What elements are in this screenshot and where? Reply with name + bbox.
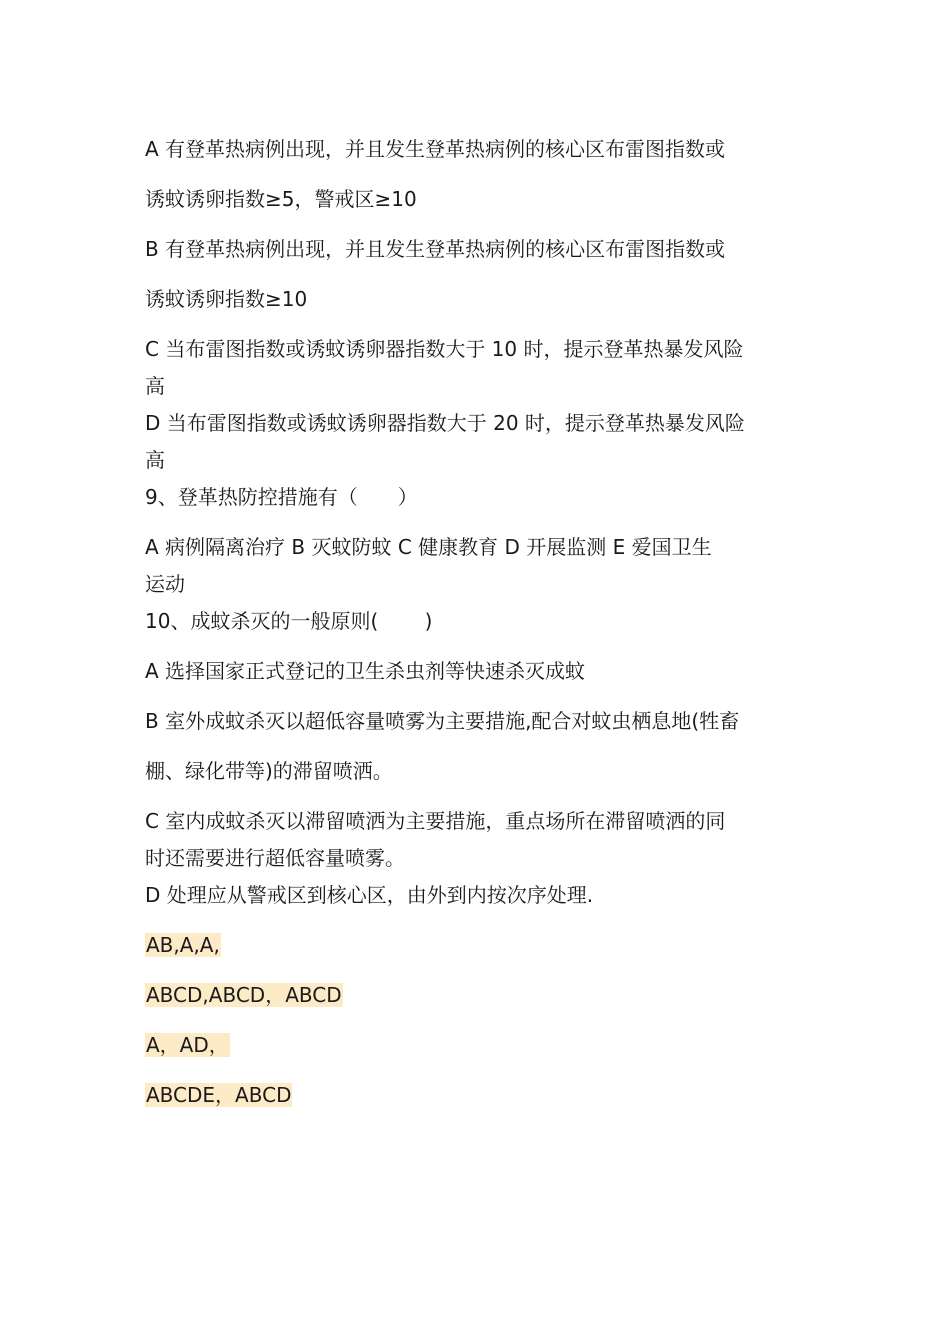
answer-line-3: [145, 1032, 230, 1058]
answer-line-4: [145, 1082, 292, 1108]
q8-option-a-line1: A 有登革热病例出现，并且发生登革热病例的核心区布雷图指数或: [145, 137, 726, 161]
q10-option-b-line2: 棚、绿化带等)的滞留喷洒。: [145, 759, 393, 783]
q10-option-d: D 处理应从警戒区到核心区，由外到内按次序处理.: [145, 883, 594, 907]
answer-line-1: [145, 932, 221, 958]
q9-stem: 9、登革热防控措施有（ ）: [145, 485, 418, 509]
q10-stem: 10、成蚊杀灭的一般原则( ): [145, 609, 433, 633]
q10-option-a: A 选择国家正式登记的卫生杀虫剂等快速杀灭成蚊: [145, 659, 586, 683]
q10-option-b-line1: B 室外成蚊杀灭以超低容量喷雾为主要措施,配合对蚊虫栖息地(牲畜: [145, 709, 740, 733]
q8-option-a-line2: 诱蚊诱卵指数≥5，警戒区≥10: [145, 187, 417, 211]
q8-option-d-line2: 高: [145, 448, 165, 472]
q10-option-c-line1: C 室内成蚊杀灭以滞留喷洒为主要措施，重点场所在滞留喷洒的同: [145, 809, 726, 833]
q8-option-c-line2: 高: [145, 374, 165, 398]
answer-highlight: AB,A,A,: [146, 933, 220, 957]
q8-option-c-line1: C 当布雷图指数或诱蚊诱卵器指数大于 10 时，提示登革热暴发风险: [145, 337, 744, 361]
q9-options-line2: 运动: [145, 572, 185, 596]
q10-option-c-line2: 时还需要进行超低容量喷雾。: [145, 846, 405, 870]
q8-option-b-line2: 诱蚊诱卵指数≥10: [145, 287, 308, 311]
answer-highlight: ABCD,ABCD，ABCD: [146, 983, 342, 1007]
answer-highlight: A，AD，: [146, 1033, 229, 1057]
q8-option-b-line1: B 有登革热病例出现，并且发生登革热病例的核心区布雷图指数或: [145, 237, 726, 261]
answer-highlight: ABCDE，ABCD: [146, 1083, 292, 1107]
q9-options-line1: A 病例隔离治疗 B 灭蚊防蚊 C 健康教育 D 开展监测 E 爱国卫生: [145, 535, 712, 559]
answer-line-2: [145, 982, 343, 1008]
q8-option-d-line1: D 当布雷图指数或诱蚊诱卵器指数大于 20 时，提示登革热暴发风险: [145, 411, 745, 435]
